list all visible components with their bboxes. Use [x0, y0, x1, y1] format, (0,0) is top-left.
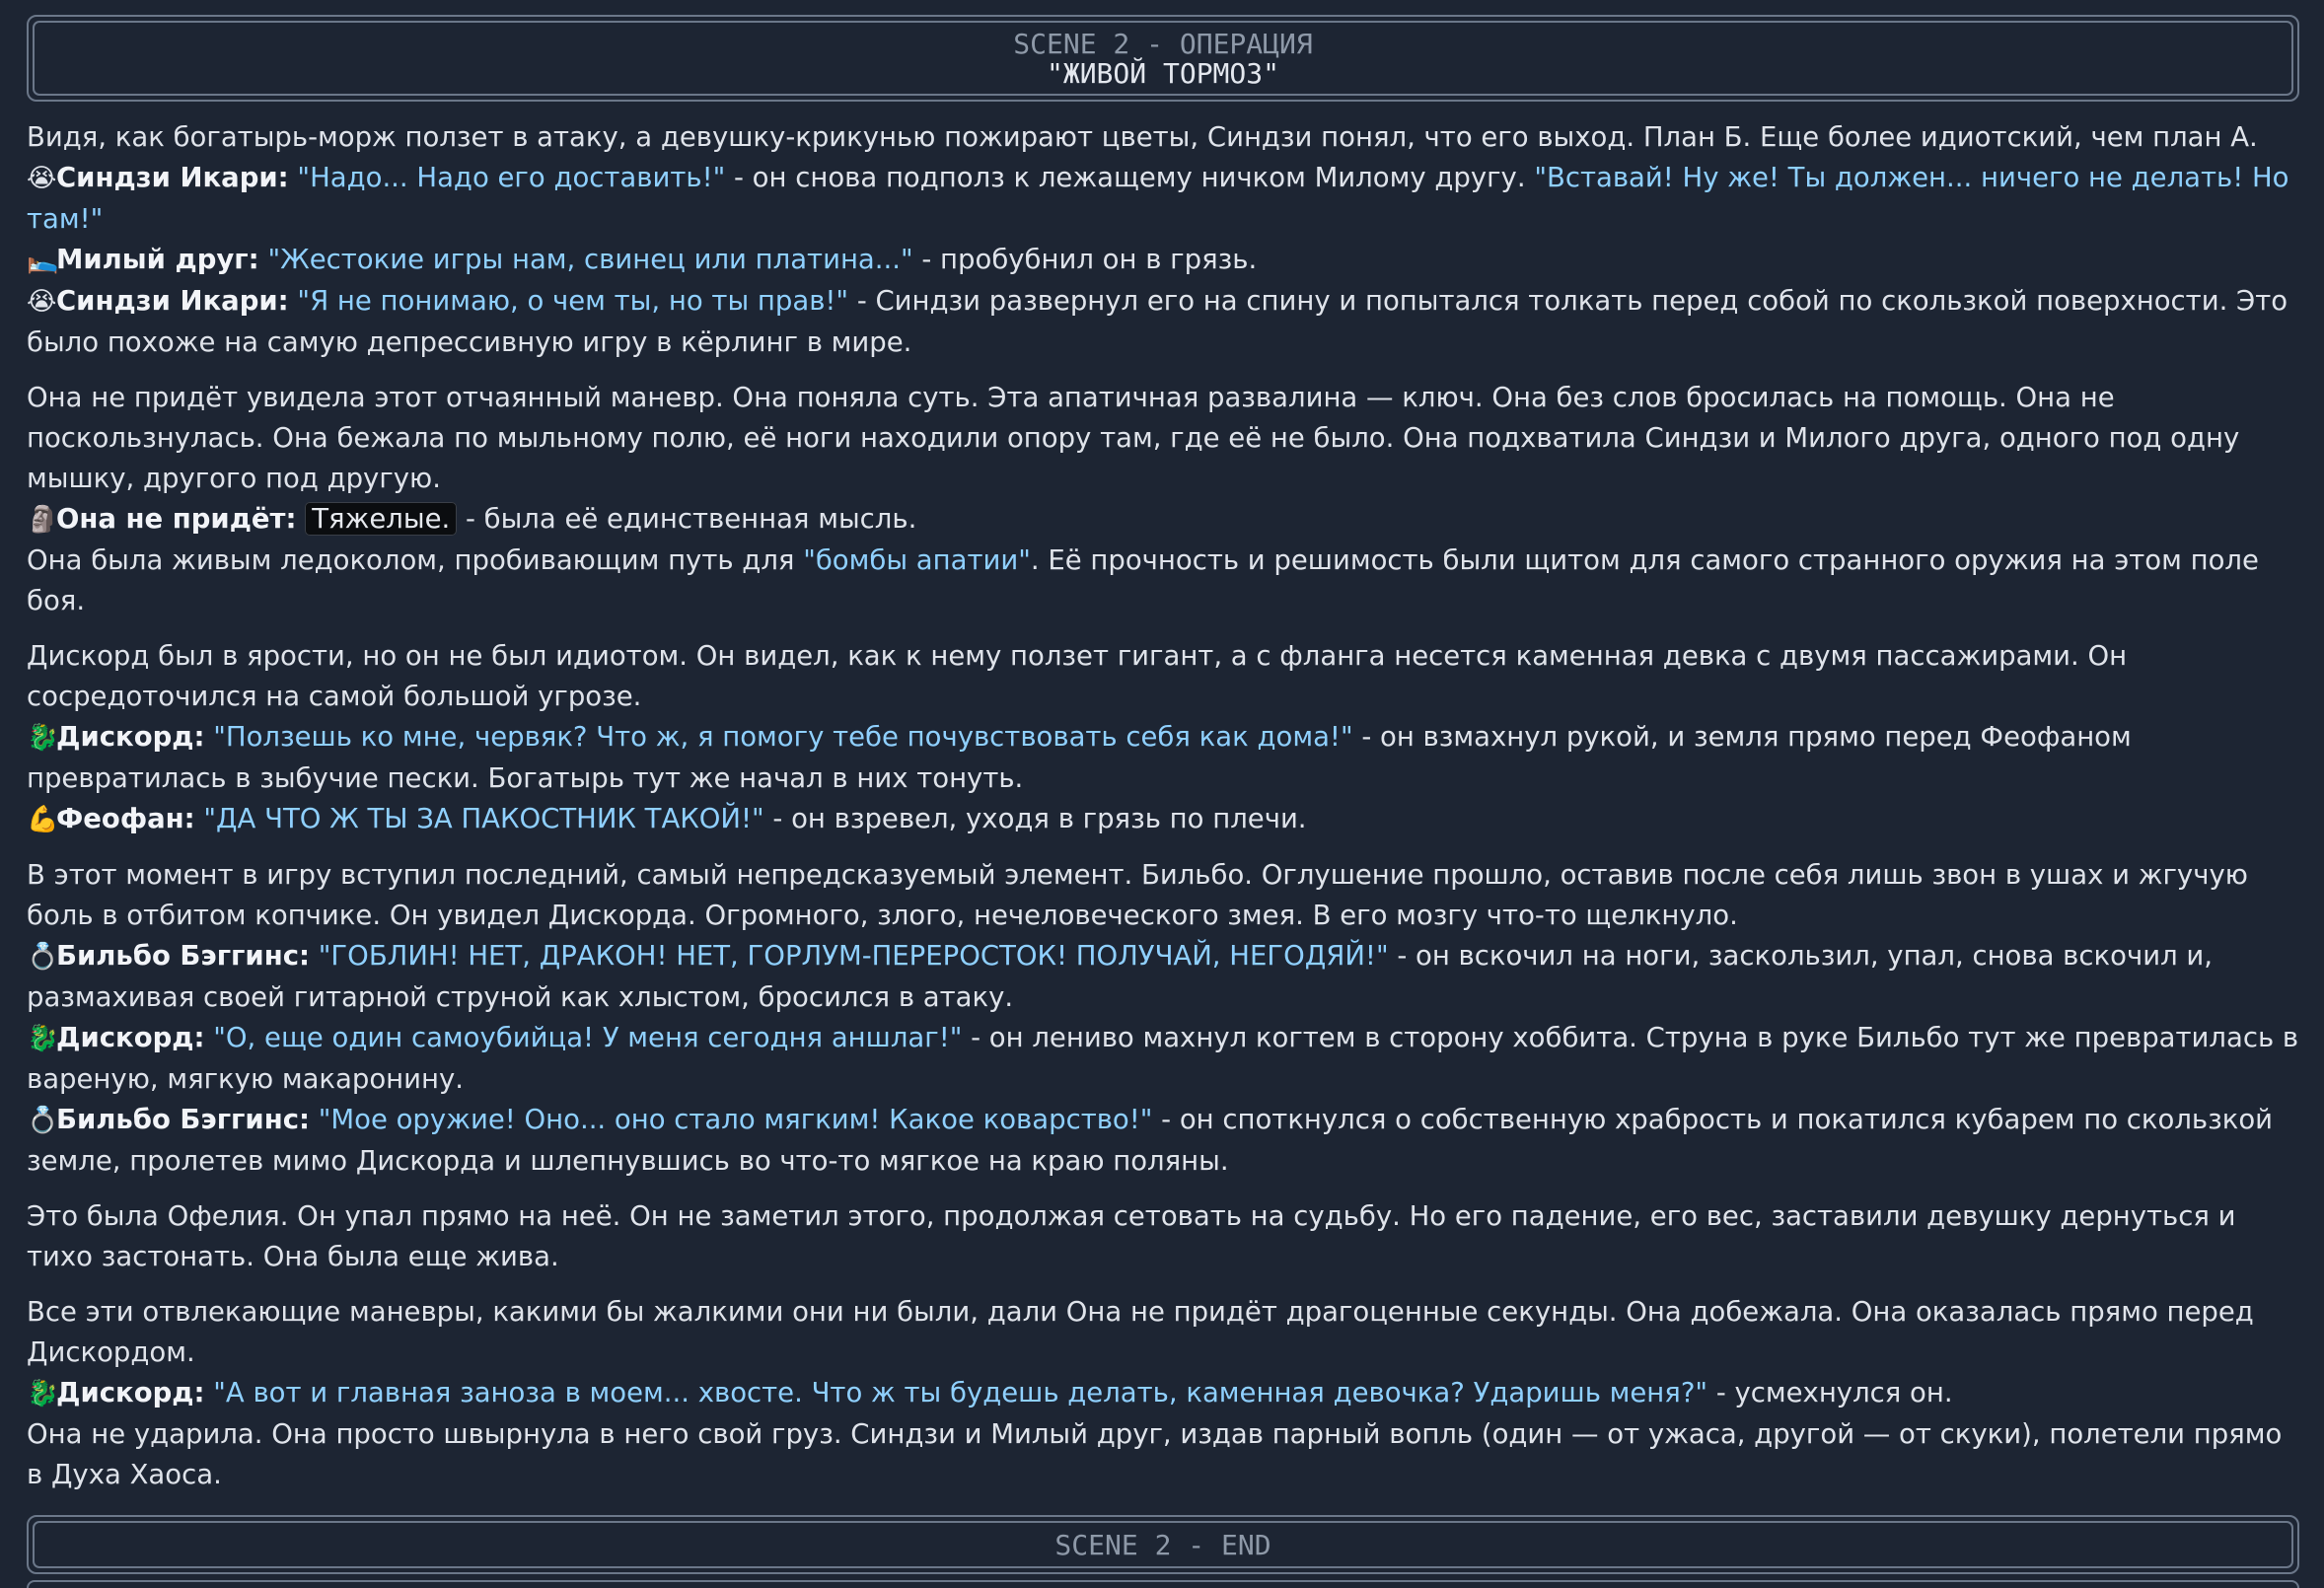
dialogue-text: - он лениво махнул когтем в сторону хоббита. Струна в руке Бильбо тут же превратилась в вареную, мягкую макаронину. [27, 1022, 2299, 1095]
inline-quote: "бомбы апатии" [803, 544, 1031, 576]
story-content [27, 117, 2299, 1495]
scene-end-banner [27, 1515, 2299, 1574]
thought-highlight: Тяжелые. [305, 502, 457, 536]
speaker-name: Дискорд: [56, 1022, 205, 1053]
dialogue-text: - была её единственная мысль. [457, 503, 917, 535]
dialogue-quote: "Ползешь ко мне, червяк? Что ж, я помогу тебе почувствовать себя как дома!" [213, 721, 1353, 753]
dialogue-text: - он взмахнул рукой, и земля прямо перед Феофаном превратилась в зыбучие пески. Богатырь тут же начал в них тонуть. [27, 721, 2132, 794]
paragraph-3 [27, 636, 2299, 840]
dragon-icon: 🐉 [27, 1379, 59, 1408]
ring-icon: 💍 [27, 942, 59, 972]
dialogue-text: - он споткнулся о собственную храбрость и покатился кубарем по скользкой земле, пролетев мимо Дискорда и шлепнувшись во что-то мягкое на краю поляны. [27, 1104, 2274, 1177]
ring-icon: 💍 [27, 1106, 59, 1135]
moai-icon: 🗿 [27, 505, 59, 535]
dialogue-line [27, 281, 2299, 363]
dialogue-quote: "ГОБЛИН! НЕТ, ДРАКОН! НЕТ, ГОРЛУМ-ПЕРЕРОСТОК! ПОЛУЧАЙ, НЕГОДЯЙ!" [318, 940, 1389, 972]
paragraph-2 [27, 378, 2299, 621]
crying-face-icon: 😭 [27, 287, 57, 317]
speaker-name: Бильбо Бэггинс: [56, 1104, 310, 1135]
dialogue-quote: "Жестокие игры нам, свинец или платина..." [267, 244, 913, 275]
paragraph-6 [27, 1292, 2299, 1495]
scene-start-banner-inner [33, 21, 2293, 96]
narration: Это была Офелия. Он упал прямо на неё. Он не заметил этого, продолжая сетовать на судьбу. Но его падение, его вес, заставили девушку дернуться и тихо застонать. Она была еще жива. [27, 1200, 2236, 1272]
dragon-icon: 🐉 [27, 723, 59, 753]
narration: Она не придёт увидела этот отчаянный маневр. Она поняла суть. Эта апатичная развалина — ключ. Она без слов бросилась на помощь. Она не поскользнулась. Она бежала по мыльному полю, её ноги находили опору там, где её не было. Она подхватила Синдзи и Милого друга, одного под одну мышку, другого под другую. [27, 382, 2240, 494]
scene-title: SCENE 2 - ОПЕРАЦИЯ [1013, 28, 1313, 60]
dialogue-line [27, 1100, 2299, 1182]
paragraph-4 [27, 855, 2299, 1182]
dialogue-quote: "Мое оружие! Оно... оно стало мягким! Какое коварство!" [318, 1104, 1153, 1135]
dialogue-quote: "Я не понимаю, о чем ты, но ты прав!" [297, 285, 849, 317]
narration [27, 541, 2299, 621]
next-scene-banner-edge [27, 1580, 2299, 1588]
dialogue-text: - он взревел, уходя в грязь по плечи. [763, 803, 1307, 834]
dialogue-text: - он вскочил на ноги, заскользил, упал, снова вскочил и, размахивая своей гитарной струной как хлыстом, бросился в атаку. [27, 940, 2214, 1013]
dialogue-line [27, 1373, 2299, 1414]
dialogue-text: - он снова подполз к лежащему ничком Милому другу. [725, 162, 1535, 193]
paragraph-5 [27, 1196, 2299, 1277]
speaker-name: Милый друг: [56, 244, 259, 275]
dialogue-quote: "О, еще один самоубийца! У меня сегодня аншлаг!" [213, 1022, 963, 1053]
dialogue-line [27, 499, 2299, 541]
speaker-name: Бильбо Бэггинс: [56, 940, 310, 972]
bed-icon: 🛌 [27, 246, 59, 275]
speaker-name: Дискорд: [56, 721, 205, 753]
narration: Дискорд был в ярости, но он не был идиотом. Он видел, как к нему ползет гигант, а с фланга несется каменная девка с двумя пассажирами. Он сосредоточился на самой большой угрозе. [27, 640, 2128, 712]
speaker-name: Синдзи Икари: [56, 162, 289, 193]
dialogue-text: - пробубнил он в грязь. [912, 244, 1258, 275]
speaker-name: Феофан: [56, 803, 195, 834]
dialogue-quote: "Надо... Надо его доставить!" [297, 162, 726, 193]
dialogue-quote: "А вот и главная заноза в моем... хвосте. Что ж ты будешь делать, каменная девочка? Ударишь меня?" [213, 1377, 1708, 1408]
narration: Все эти отвлекающие маневры, какими бы жалкими они ни были, дали Она не придёт драгоценные секунды. Она добежала. Она оказалась прямо перед Дискордом. [27, 1296, 2254, 1368]
dialogue-text: - усмехнулся он. [1707, 1377, 1953, 1408]
scene-end-banner-inner [33, 1521, 2293, 1568]
scene-start-banner [27, 15, 2299, 102]
dialogue-line [27, 240, 2299, 281]
dialogue-quote: "Вставай! Ну же! Ты должен... ничего не делать! Но там!" [27, 162, 2289, 235]
dialogue-line [27, 799, 2299, 840]
dialogue-line [27, 936, 2299, 1018]
dialogue-line [27, 158, 2299, 240]
speaker-name: Синдзи Икари: [56, 285, 289, 317]
scene-end-title: SCENE 2 - END [1054, 1529, 1271, 1561]
speaker-name: Она не придёт: [56, 503, 297, 535]
narration-text: . Её прочность и решимость были щитом для самого странного оружия на этом поле боя. [27, 544, 2259, 616]
narration: Видя, как богатырь-морж ползет в атаку, а девушку-крикунью пожирают цветы, Синдзи понял, что его выход. План Б. Еще более идиотский, чем план А. [27, 121, 2258, 153]
narration: Она не ударила. Она просто швырнула в него свой груз. Синдзи и Милый друг, издав парный вопль (один — от ужаса, другой — от скуки), полетели прямо в Духа Хаоса. [27, 1418, 2283, 1490]
speaker-name: Дискорд: [56, 1377, 205, 1408]
dialogue-quote: "ДА ЧТО Ж ТЫ ЗА ПАКОСТНИК ТАКОЙ!" [203, 803, 764, 834]
crying-face-icon: 😭 [27, 164, 57, 193]
dialogue-line [27, 1018, 2299, 1100]
narration: В этот момент в игру вступил последний, самый непредсказуемый элемент. Бильбо. Оглушение прошло, оставив после себя лишь звон в ушах и жгучую боль в отбитом копчике. Он увидел Дискорда. Огромного, злого, нечеловеческого змея. В его мозгу что-то щелкнуло. [27, 859, 2248, 931]
narration-text: Она была живым ледоколом, пробивающим путь для [27, 544, 804, 576]
scene-subtitle: "ЖИВОЙ ТОРМОЗ" [1046, 57, 1279, 90]
dialogue-line [27, 717, 2299, 799]
dragon-icon: 🐉 [27, 1024, 59, 1053]
flexed-biceps-icon: 💪 [27, 805, 59, 834]
dialogue-text: - Синдзи развернул его на спину и попытался толкать перед собой по скользкой поверхности. Это было похоже на самую депрессивную игру в кёрлинг в мире. [27, 285, 2288, 358]
paragraph-1 [27, 117, 2299, 363]
